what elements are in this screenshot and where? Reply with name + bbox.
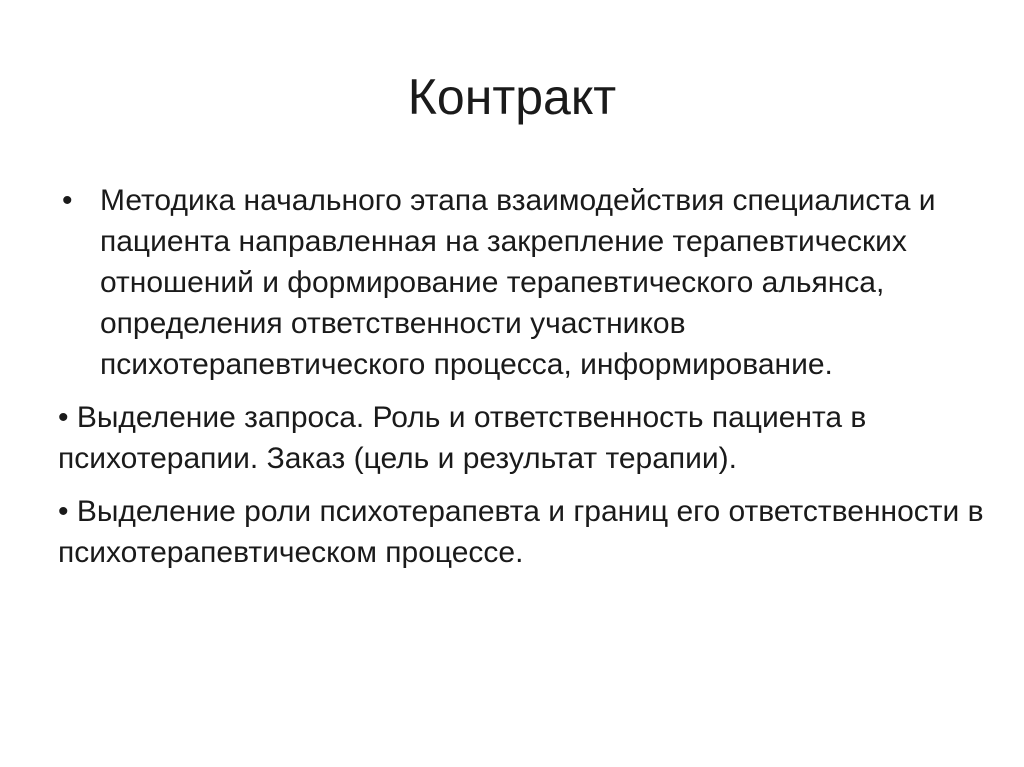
bullet-marker: •	[62, 184, 73, 217]
slide-title: Контракт	[407, 69, 617, 125]
bullet-item-2	[58, 397, 988, 479]
bullet-item-1	[58, 180, 988, 385]
bullet-item-3	[58, 491, 988, 573]
bullet-text-2: • Выделение запроса. Роль и ответственность пациента в психотерапии. Заказ (цель и результат терапии).	[58, 401, 867, 475]
slide-content	[58, 180, 988, 585]
bullet-text-3: • Выделение роли психотерапевта и границ его ответственности в психотерапевтическом процессе.	[58, 495, 984, 569]
bullet-text-1: Методика начального этапа взаимодействия специалиста и пациента направленная на закрепление терапевтических отношений и формирование терапевтического альянса, определения ответственности участников психотерапевтического процесса, информирование.	[100, 184, 936, 381]
